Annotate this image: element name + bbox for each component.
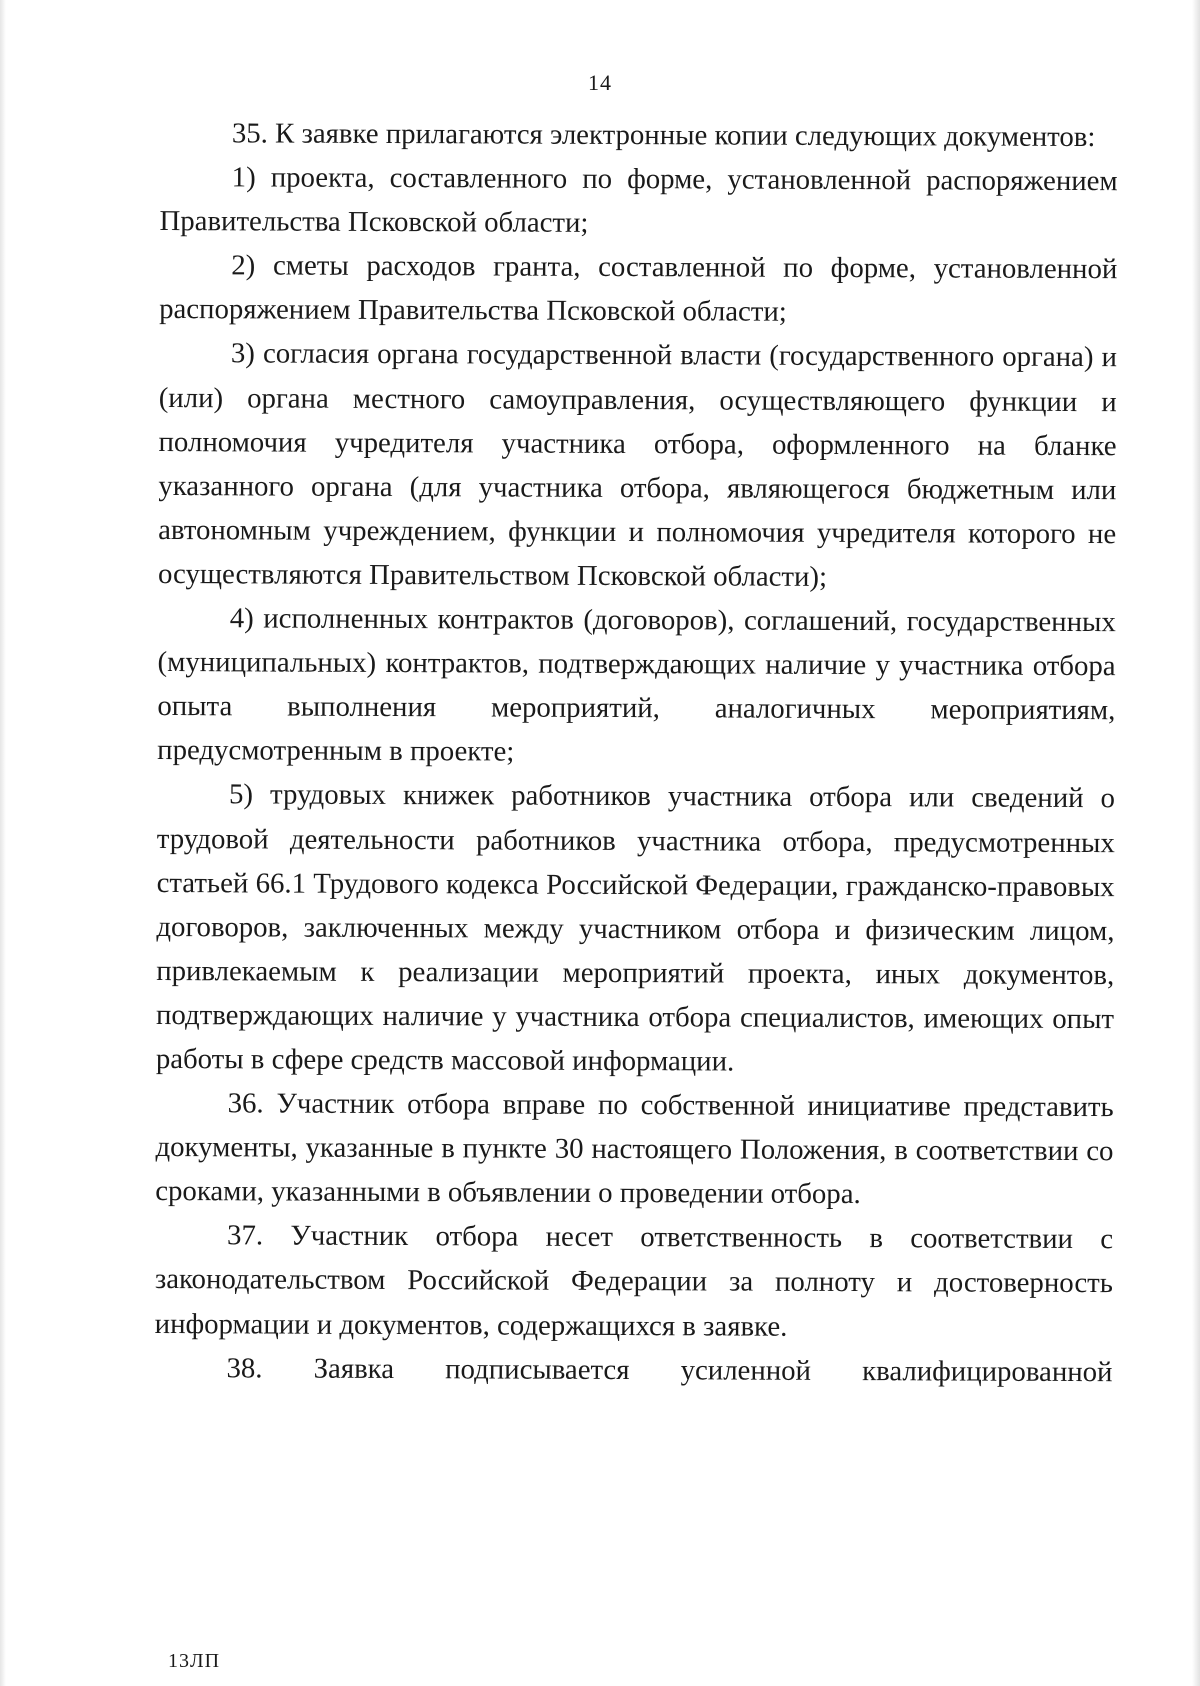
list-item-3: 3) согласия органа государственной власти (государственного органа) и (или) органа местного самоуправления, осуществляющего функции и полномочия учредителя участника отбора, оформленного на бланке указанного органа (для участника отбора, являющегося бюджетным или автономным учреждением, функции и полномочия учредителя которого не осуществляются Правительством Псковской области);	[157, 337, 1118, 593]
paragraph-37: 37. Участник отбора несет ответственность в соответствии с законодательством Российской Федерации за полноту и достоверность информации и документов, содержащихся в заявке.	[154, 1219, 1114, 1343]
paragraph-36: 36. Участник отбора вправе по собственной инициативе представить документы, указанные в пункте 30 настоящего Положения, в соответствии со сроками, указанными в объявлении о проведении отбора.	[155, 1087, 1114, 1211]
document-body	[154, 111, 1118, 1394]
scan-edge-left	[0, 0, 6, 1686]
footer-code: 13ЛП	[168, 1650, 221, 1672]
list-item-2: 2) сметы расходов гранта, составленной по форме, установленной распоряжением Правительства Псковской области;	[159, 249, 1118, 329]
paragraph-35: 35. К заявке прилагаются электронные копии следующих документов:	[231, 117, 1096, 154]
paragraph-38: 38. Заявка подписывается усиленной квалифицированной	[226, 1351, 1113, 1388]
scan-edge-right	[1192, 0, 1200, 1686]
list-item-1: 1) проекта, составленного по форме, установленной распоряжением Правительства Псковской области;	[159, 161, 1118, 240]
list-item-4: 4) исполненных контрактов (договоров), соглашений, государственных (муниципальных) контрактов, подтверждающих наличие у участника отбора опыта выполнения мероприятий, аналогичных мероприятиям, предусмотренным в проекте;	[157, 602, 1116, 768]
page-number: 14	[588, 70, 612, 95]
list-item-5: 5) трудовых книжек работников участника отбора или сведений о трудовой деятельности работников участника отбора, предусмотренных статьей 66.1 Трудового кодекса Российской Федерации, гражданско-правовых договоров, заключенных между участником отбора и физическим лицом, привлекаемым к реализации мероприятий проекта, иных документов, подтверждающих наличие у участника отбора специалистов, имеющих опыт работы в сфере средств массовой информации.	[155, 778, 1116, 1078]
